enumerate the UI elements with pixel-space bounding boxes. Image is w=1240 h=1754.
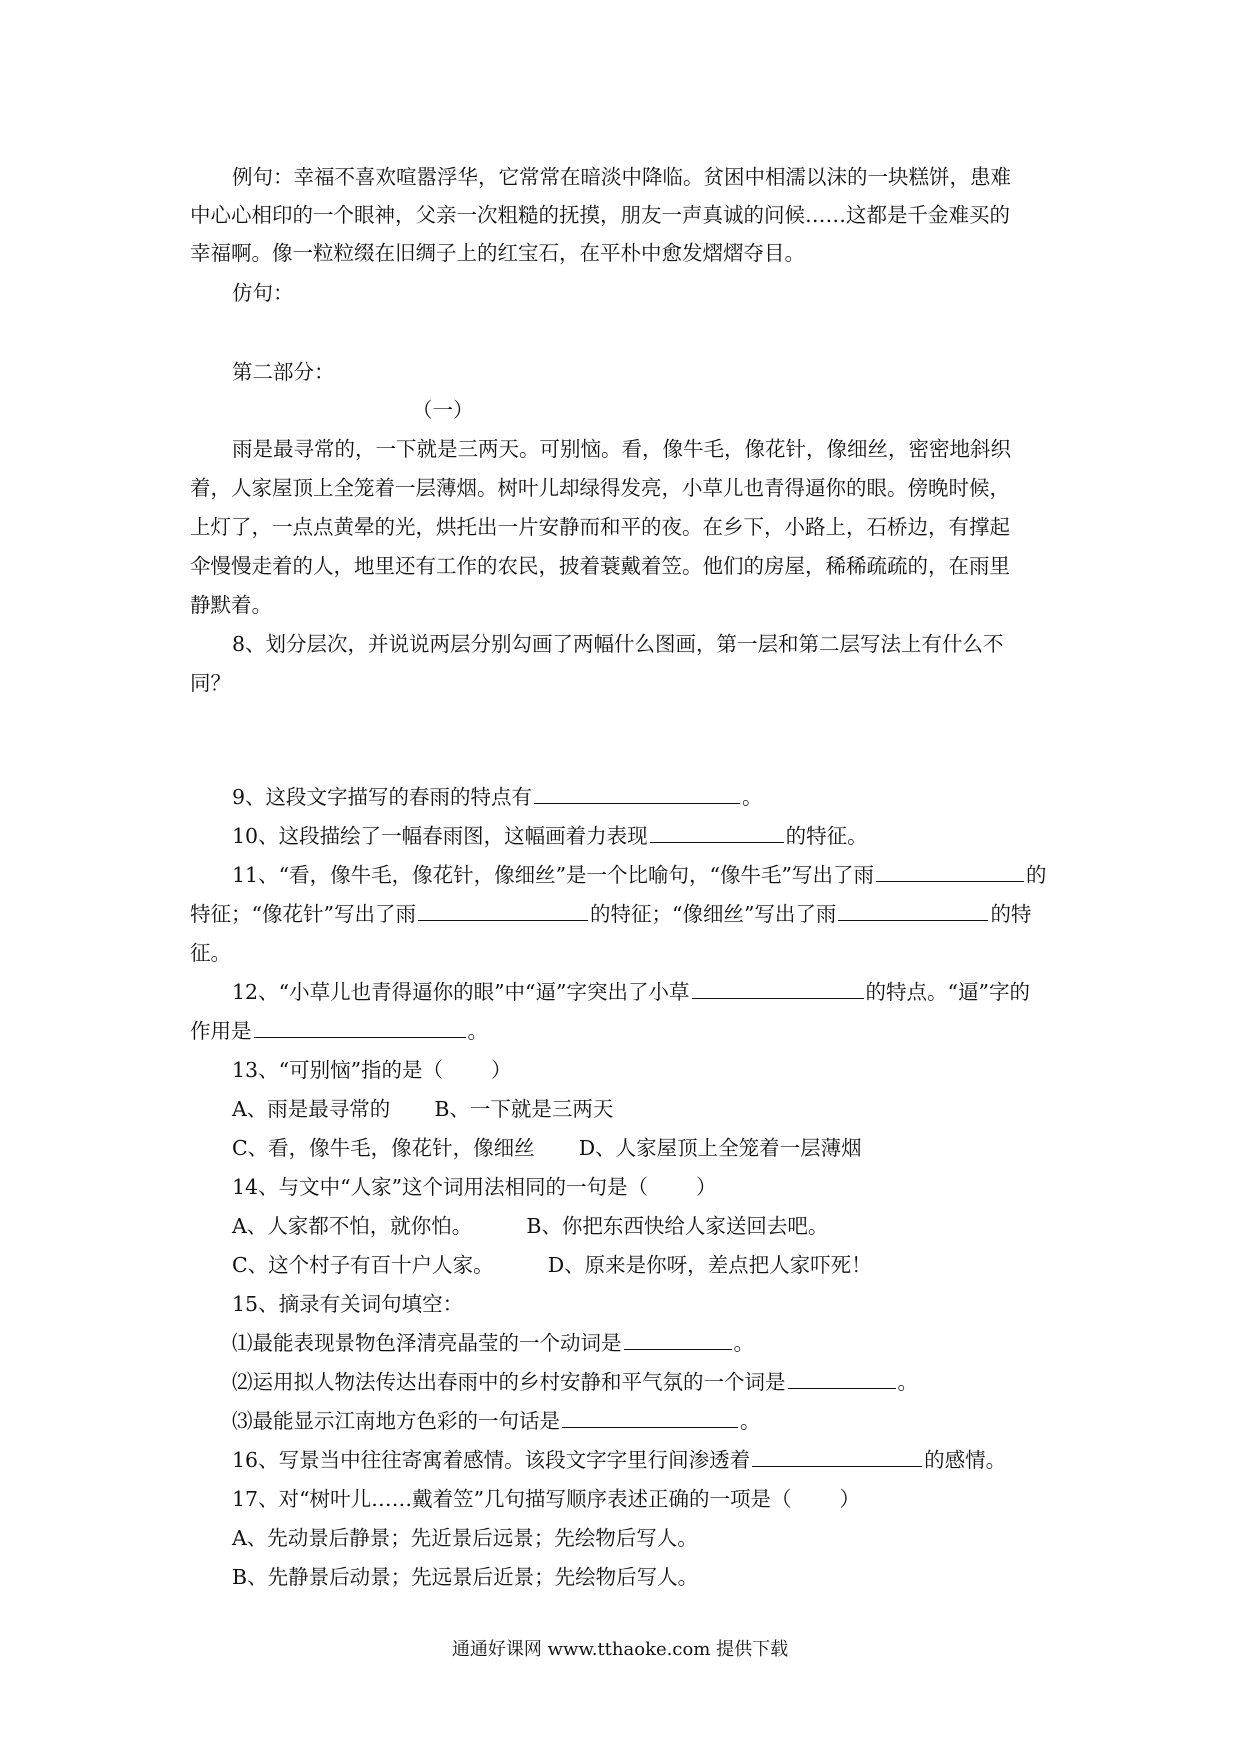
question-11-text: 11、“看，像牛毛，像花针，像细丝”是一个比喻句，“像牛毛”写出了雨	[232, 863, 875, 887]
question-17-option-a[interactable]: A、先动景后静景；先近景后远景；先绘物后写人。	[232, 1526, 698, 1550]
question-11-text-end: 的	[1026, 863, 1047, 887]
answer-blank[interactable]	[692, 980, 864, 999]
question-14	[232, 1174, 1060, 1200]
question-15-3	[232, 1408, 1060, 1434]
question-11-line-3: 征。	[190, 941, 231, 965]
question-15-3-end: 。	[740, 1409, 761, 1433]
answer-blank[interactable]	[254, 1019, 466, 1038]
example-line-1: 例句：幸福不喜欢喧嚣浮华，它常常在暗淡中降临。贫困中相濡以沫的一块糕饼，患难	[232, 165, 1011, 189]
answer-blank[interactable]	[650, 824, 784, 843]
question-14-options-1	[232, 1213, 1060, 1239]
question-12-text: 12、“小草儿也青得逼你的眼”中“逼”字突出了小草	[232, 980, 690, 1004]
question-16-text: 16、写景当中往往寄寓着感情。该段文字字里行间渗透着	[232, 1448, 751, 1472]
question-9	[232, 784, 1060, 810]
question-17-text: ）	[839, 1487, 861, 1511]
question-15-2-text: ⑵运用拟人物法传达出春雨中的乡村安静和平气氛的一个词是	[232, 1370, 786, 1394]
question-15-1-text: ⑴最能表现景物色泽清亮晶莹的一个动词是	[232, 1331, 622, 1355]
section-subheading: （一）	[412, 398, 474, 422]
option-b[interactable]: B、一下就是三两天	[434, 1097, 614, 1121]
question-15-1-end: 。	[733, 1331, 754, 1355]
example-line-3: 幸福啊。像一粒粒缀在旧绸子上的红宝石，在平朴中愈发熠熠夺目。	[190, 241, 805, 265]
question-12-text: 的特点。“逼”字的	[865, 980, 1030, 1004]
question-14-text: ）	[696, 1175, 717, 1199]
option-d[interactable]: D、人家屋顶上全笼着一层薄烟	[578, 1136, 862, 1160]
question-12-line-2	[190, 1018, 1060, 1044]
question-13-options-2	[232, 1135, 1060, 1161]
answer-blank[interactable]	[562, 1409, 738, 1428]
passage-line: 雨是最寻常的，一下就是三两天。可别恼。看，像牛毛，像花针，像细丝，密密地斜织	[232, 437, 1011, 461]
page-footer: 通通好课网 www.tthaoke.com 提供下载	[451, 1639, 789, 1660]
option-d[interactable]: D、原来是你呀，差点把人家吓死！	[547, 1253, 872, 1277]
answer-blank[interactable]	[752, 1448, 922, 1467]
answer-blank[interactable]	[876, 863, 1024, 882]
question-11-text: 的特	[990, 902, 1032, 926]
question-15-1	[232, 1330, 1060, 1356]
question-11-line-1	[232, 862, 1060, 888]
question-12-line-1	[232, 979, 1060, 1005]
question-13	[232, 1057, 1060, 1083]
question-17	[232, 1486, 1060, 1512]
answer-blank[interactable]	[838, 902, 988, 921]
question-17-text: 17、对“树叶儿……戴着笠”几句描写顺序表述正确的一项是（	[232, 1487, 792, 1511]
question-15-2-end: 。	[897, 1370, 918, 1394]
question-12-text: 。	[467, 1019, 488, 1043]
option-a[interactable]: A、人家都不怕，就你怕。	[232, 1214, 473, 1238]
answer-blank[interactable]	[418, 902, 588, 921]
passage-line: 静默着。	[190, 593, 272, 617]
option-a[interactable]: A、雨是最寻常的	[232, 1097, 391, 1121]
question-16-end: 的感情。	[924, 1448, 1007, 1472]
question-10	[232, 823, 1060, 849]
question-16	[232, 1447, 1060, 1473]
question-8-line-2: 同？	[190, 671, 231, 695]
passage-line: 上灯了，一点点黄晕的光，烘托出一片安静而和平的夜。在乡下，小路上，石桥边，有撑起	[190, 515, 1010, 539]
question-14-text: 14、与文中“人家”这个词用法相同的一句是（	[232, 1175, 649, 1199]
answer-blank[interactable]	[534, 785, 740, 804]
question-11-line-2	[190, 901, 1060, 927]
question-9-text: 9、这段文字描写的春雨的特点有	[232, 785, 533, 809]
question-15-2	[232, 1369, 1060, 1395]
question-13-text: ）	[491, 1058, 512, 1082]
example-line-2: 中心心相印的一个眼神，父亲一次粗糙的抚摸，朋友一声真诚的问候……这都是千金难买的	[190, 203, 1010, 227]
question-8-line-1: 8、划分层次，并说说两层分别勾画了两幅什么图画，第一层和第二层写法上有什么不	[232, 632, 1004, 656]
option-c[interactable]: C、这个村子有百十户人家。	[232, 1253, 494, 1277]
answer-blank[interactable]	[788, 1370, 896, 1389]
answer-blank[interactable]	[624, 1331, 732, 1350]
question-14-options-2	[232, 1252, 1060, 1278]
imitate-label: 仿句：	[232, 281, 294, 305]
question-13-options-1	[232, 1096, 1060, 1122]
question-9-end: 。	[742, 785, 763, 809]
question-15-3-text: ⑶最能显示江南地方色彩的一句话是	[232, 1409, 560, 1433]
question-10-text: 10、这段描绘了一幅春雨图，这幅画着力表现	[232, 824, 648, 848]
question-10-end: 的特征。	[785, 824, 868, 848]
option-c[interactable]: C、看，像牛毛，像花针，像细丝	[232, 1136, 535, 1160]
option-b[interactable]: B、你把东西快给人家送回去吧。	[526, 1214, 829, 1238]
question-12-text: 作用是	[190, 1019, 252, 1043]
question-11-text: 特征；“像花针”写出了雨	[190, 902, 416, 926]
question-15: 15、摘录有关词句填空：	[232, 1292, 464, 1316]
question-17-option-b[interactable]: B、先静景后动景；先远景后近景；先绘物后写人。	[232, 1565, 699, 1589]
question-13-text: 13、“可别恼”指的是（	[232, 1058, 444, 1082]
passage-line: 伞慢慢走着的人，地里还有工作的农民，披着蓑戴着笠。他们的房屋，稀稀疏疏的，在雨里	[190, 554, 1010, 578]
passage-line: 着，人家屋顶上全笼着一层薄烟。树叶儿却绿得发亮，小草儿也青得逼你的眼。傍晚时候，	[190, 476, 1010, 500]
part2-heading: 第二部分：	[232, 360, 335, 384]
question-11-text: 的特征；“像细丝”写出了雨	[589, 902, 837, 926]
